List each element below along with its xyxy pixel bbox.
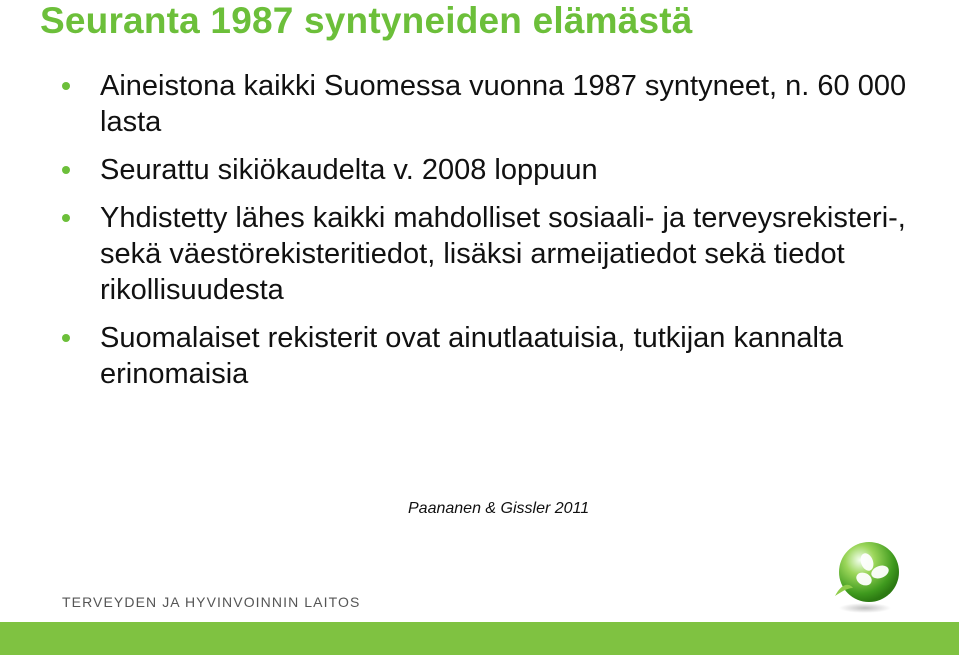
bullet-text: Suomalaiset rekisterit ovat ainutlaatuisia, tutkijan kannalta erinomaisia (100, 322, 844, 390)
citation: Paananen & Gissler 2011 (408, 500, 590, 517)
bullet-item (60, 320, 920, 392)
bullet-dot-icon (62, 334, 70, 342)
bullet-text: Yhdistetty lähes kaikki mahdolliset sosiaali- ja terveysrekisteri-, sekä väestörekisteritiedot, lisäksi armeijatiedot sekä tiedot rikollisuudesta (100, 202, 906, 306)
bullet-item (60, 68, 920, 140)
bullet-item (60, 200, 920, 308)
bullet-dot-icon (62, 82, 70, 90)
bullet-text: Seurattu sikiökaudelta v. 2008 loppuun (100, 154, 598, 186)
bullet-list (60, 68, 920, 392)
organization-name: TERVEYDEN JA HYVINVOINNIN LAITOS (62, 594, 361, 610)
bullet-dot-icon (62, 214, 70, 222)
footer-bar (0, 622, 959, 655)
bullet-dot-icon (62, 166, 70, 174)
slide-title: Seuranta 1987 syntyneiden elämästä (40, 0, 693, 41)
bullet-text: Aineistona kaikki Suomessa vuonna 1987 syntyneet, n. 60 000 lasta (100, 70, 907, 138)
bullet-item (60, 152, 920, 188)
clover-sphere-icon (827, 538, 905, 616)
